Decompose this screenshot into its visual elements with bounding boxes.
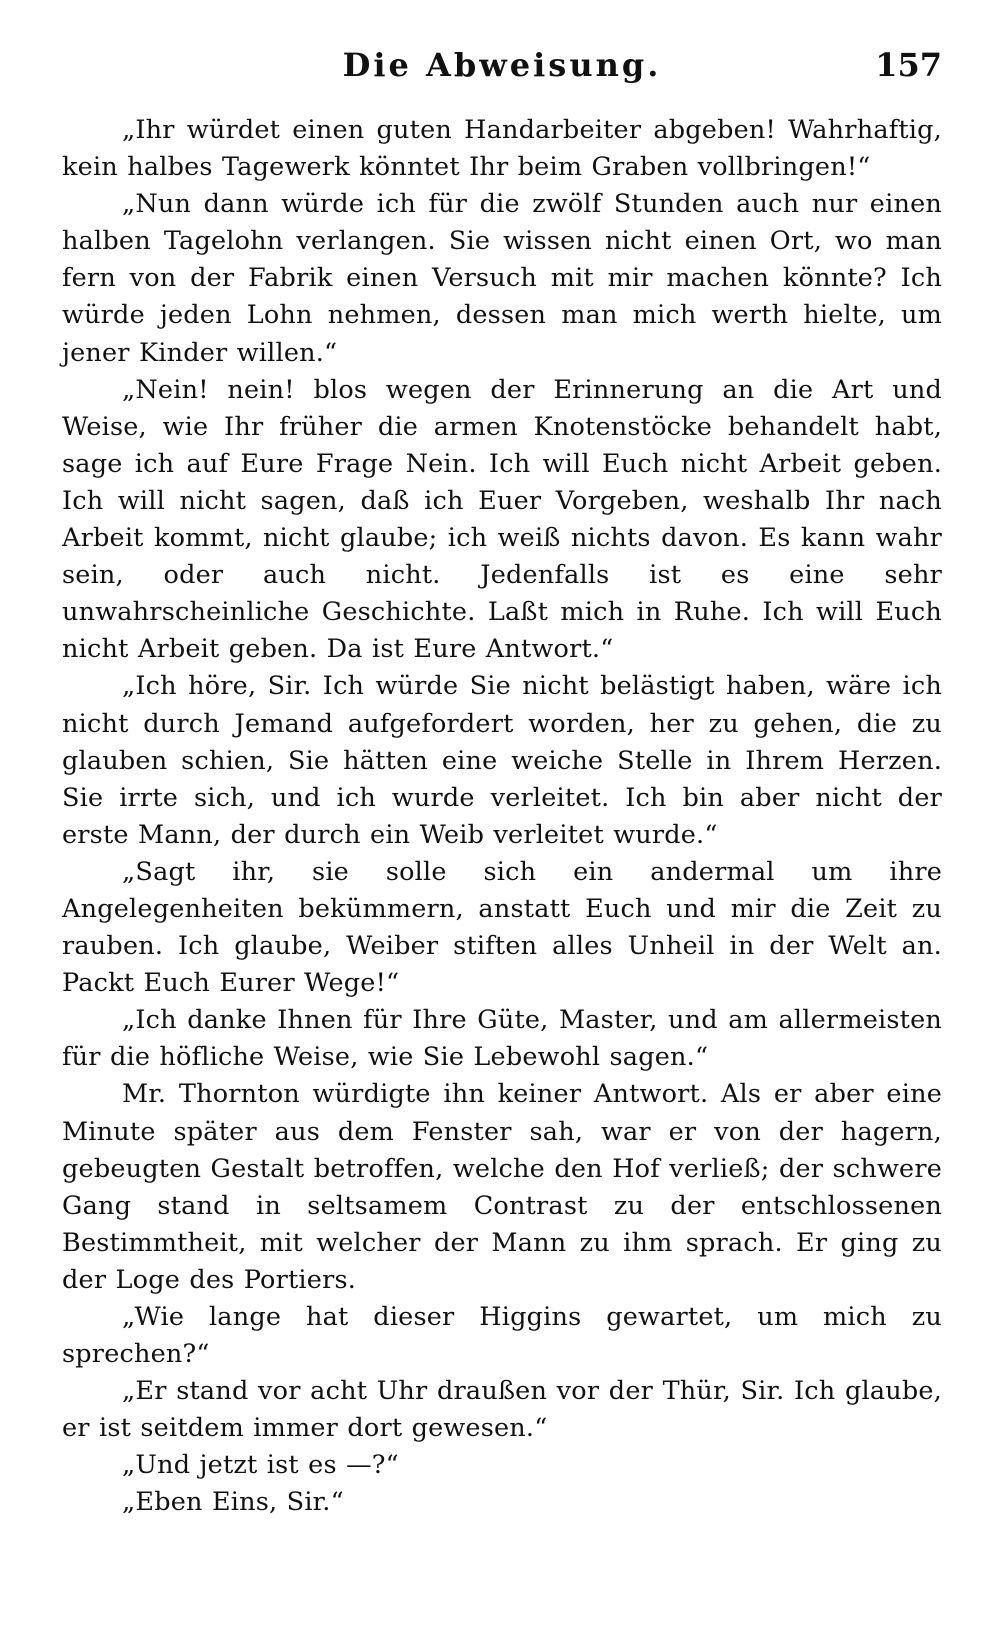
paragraph: „Er stand vor acht Uhr draußen vor der Thür, Sir. Ich glaube, er ist seitdem immer dort gewesen.“ xyxy=(62,1376,942,1444)
paragraph: „Wie lange hat dieser Higgins gewartet, um mich zu sprechen?“ xyxy=(62,1302,942,1370)
paragraph: „Nun dann würde ich für die zwölf Stunden auch nur einen halben Tagelohn verlangen. Sie wissen nicht einen Ort, wo man fern von der Fabrik einen Versuch mit mir machen könnte? Ich würde jeden Lohn nehmen, dessen man mich werth hielte, um jener Kinder willen.“ xyxy=(62,189,942,368)
page-header xyxy=(62,46,942,96)
body-text xyxy=(62,112,942,1522)
paragraph: „Ich danke Ihnen für Ihre Güte, Master, und am allermeisten für die höfliche Weise, wie Sie Lebewohl sagen.“ xyxy=(62,1005,942,1073)
paragraph: „Ich höre, Sir. Ich würde Sie nicht belästigt haben, wäre ich nicht durch Jemand aufgefordert worden, her zu gehen, die zu glauben schien, Sie hätten eine weiche Stelle in Ihrem Herzen. Sie irrte sich, und ich wurde verleitet. Ich bin aber nicht der erste Mann, der durch ein Weib verleitet wurde.“ xyxy=(62,671,942,850)
paragraph: „Sagt ihr, sie solle sich ein andermal um ihre Angelegenheiten bekümmern, anstatt Euch und mir die Zeit zu rauben. Ich glaube, Weiber stiften alles Unheil in der Welt an. Packt Euch Eurer Wege!“ xyxy=(62,856,942,999)
paragraph: Mr. Thornton würdigte ihn keiner Antwort. Als er aber eine Minute später aus dem Fenster sah, war er von der hagern, gebeugten Gestalt betroffen, welche den Hof verließ; der schwere Gang stand in seltsamem Contrast zu der entschlossenen Bestimmtheit, mit welcher der Mann zu ihm sprach. Er ging zu der Loge des Portiers. xyxy=(62,1079,942,1295)
paragraph: „Und jetzt ist es —?“ xyxy=(122,1450,399,1481)
page-number: 157 xyxy=(875,46,942,84)
running-title: Die Abweisung. xyxy=(342,46,662,84)
paragraph: „Nein! nein! blos wegen der Erinnerung an die Art und Weise, wie Ihr früher die armen Knotenstöcke behandelt habt, sage ich auf Eure Frage Nein. Ich will Euch nicht Arbeit geben. Ich will nicht sagen, daß ich Euer Vorgeben, weshalb Ihr nach Arbeit kommt, nicht glaube; ich weiß nichts davon. Es kann wahr sein, oder auch nicht. Jedenfalls ist es eine sehr unwahrscheinliche Geschichte. Laßt mich in Ruhe. Ich will Euch nicht Arbeit geben. Da ist Eure Antwort.“ xyxy=(62,374,942,665)
paragraph: „Ihr würdet einen guten Handarbeiter abgeben! Wahrhaftig, kein halbes Tagewerk könntet Ihr beim Graben vollbringen!“ xyxy=(62,115,942,183)
paragraph: „Eben Eins, Sir.“ xyxy=(122,1487,344,1518)
